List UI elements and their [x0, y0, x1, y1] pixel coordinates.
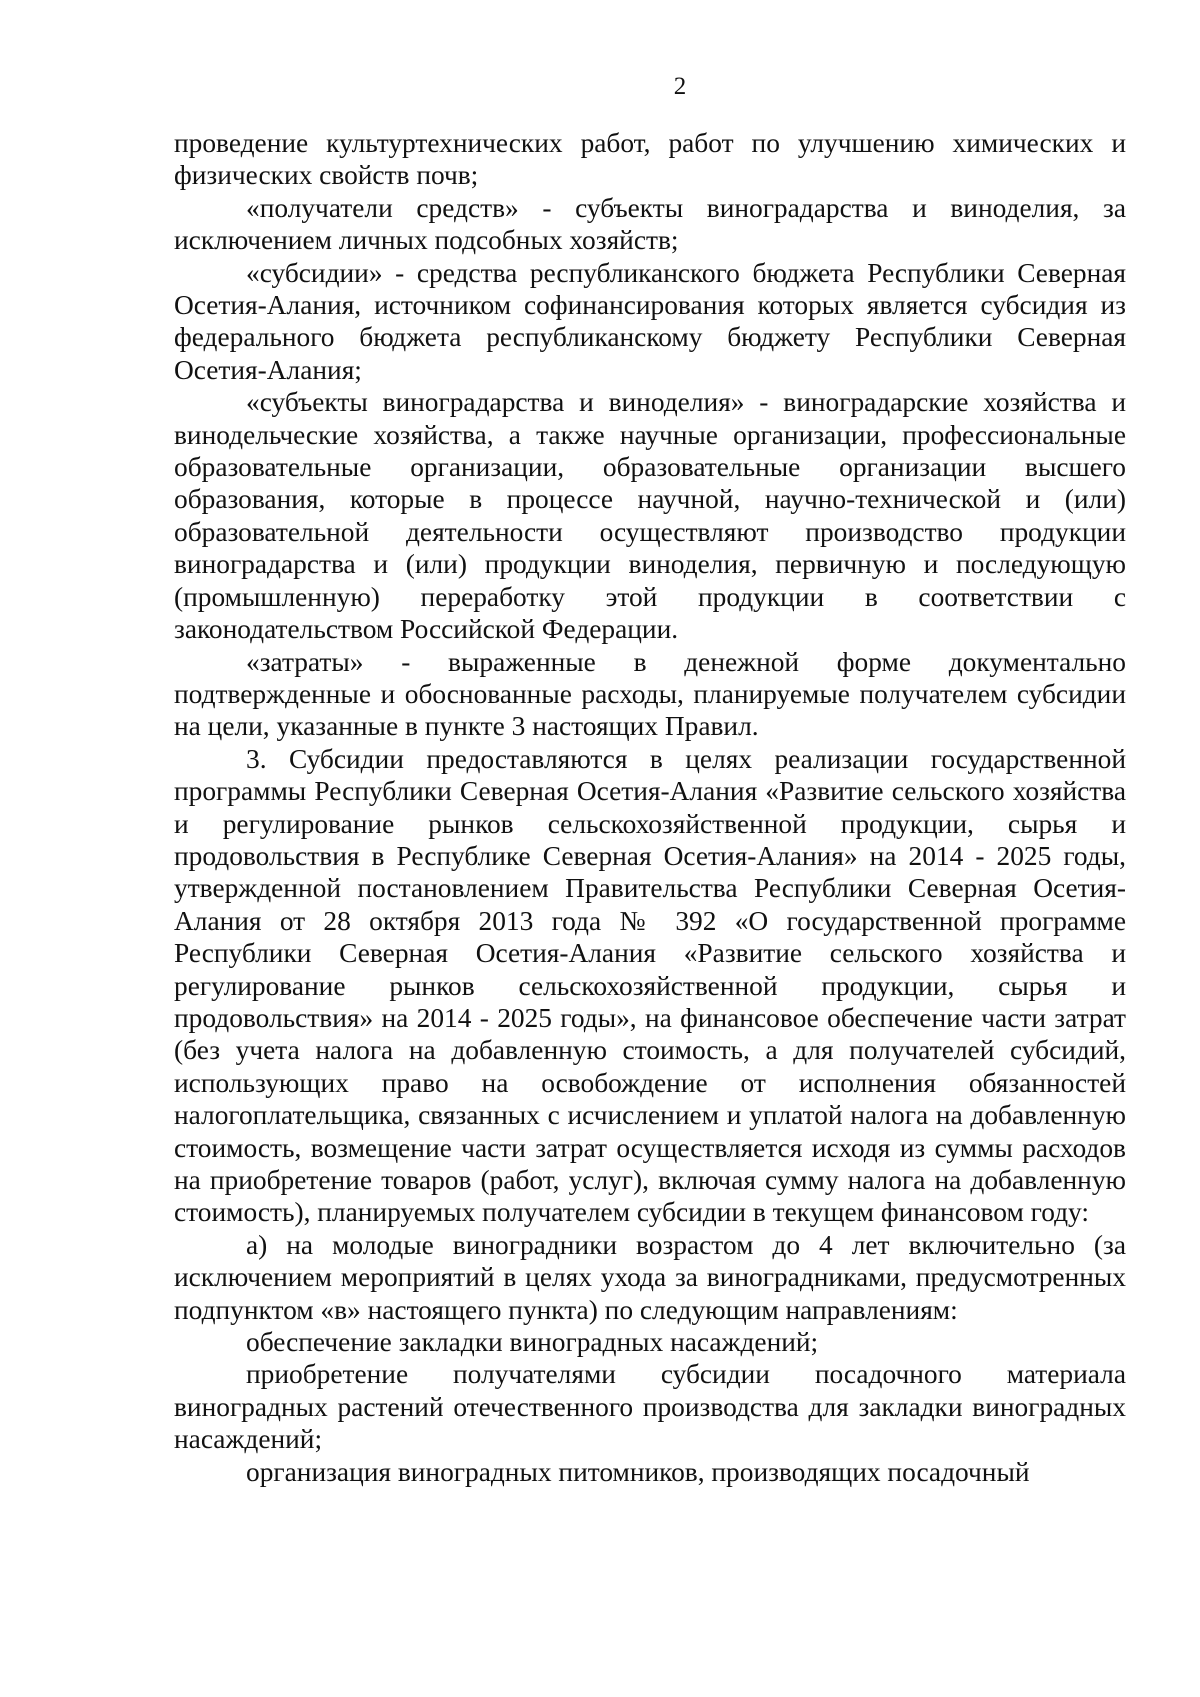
paragraph-1: проведение культуртехнических работ, работ по улучшению химических и физических свойств почв;: [174, 128, 1126, 191]
page-number: 2: [673, 73, 687, 100]
paragraph-10: организация виноградных питомников, производящих посадочный: [246, 1456, 1030, 1487]
paragraph-6: 3. Субсидии предоставляются в целях реализации государственной программы Республики Северная Осетия-Алания «Развитие сельского хозяйства и регулирование рынков сельскохозяйственной продукции, сырья и продовольствия в Республике Северная Осетия-Алания» на 2014 - 2025 годы, утвержденной постановлением Правительства Республики Северная Осетия-Алания от 28 октября 2013 года № 392 «О государственной программе Республики Северная Осетия-Алания «Развитие сельского хозяйства и регулирование рынков сельскохозяйственной продукции, сырья и продовольствия» на 2014 - 2025 годы», на финансовое обеспечение части затрат (без учета налога на добавленную стоимость, а для получателей субсидий, использующих право на освобождение от исполнения обязанностей налогоплательщика, связанных с исчислением и уплатой налога на добавленную стоимость, возмещение части затрат осуществляется исходя из суммы расходов на приобретение товаров (работ, услуг), включая сумму налога на добавленную стоимость), планируемых получателем субсидии в текущем финансовом году:: [174, 743, 1126, 1228]
document-body: [174, 127, 1126, 1488]
paragraph-3: «субсидии» - средства республиканского бюджета Республики Северная Осетия-Алания, источником софинансирования которых является субсидия из федерального бюджета республиканскому бюджету Республики Северная Осетия-Алания;: [174, 257, 1126, 385]
paragraph-2: «получатели средств» - субъекты виноградарства и виноделия, за исключением личных подсобных хозяйств;: [174, 192, 1126, 256]
paragraph-5: «затраты» - выраженные в денежной форме документально подтвержденные и обоснованные расходы, планируемые получателем субсидии на цели, указанные в пункте 3 настоящих Правил.: [174, 646, 1126, 742]
paragraph-7: а) на молодые виноградники возрастом до 4 лет включительно (за исключением мероприятий в целях ухода за виноградниками, предусмотренных подпунктом «в» настоящего пункта) по следующим направлениям:: [174, 1229, 1126, 1325]
paragraph-4: «субъекты виноградарства и виноделия» - виноградарские хозяйства и винодельческие хозяйства, а также научные организации, профессиональные образовательные организации, образовательные организации высшего образования, которые в процессе научной, научно-технической и (или) образовательной деятельности осуществляют производство продукции виноградарства и (или) продукции виноделия, первичную и последующую (промышленную) переработку этой продукции в соответствии с законодательством Российской Федерации.: [174, 387, 1126, 645]
paragraph-8: обеспечение закладки виноградных насаждений;: [246, 1327, 819, 1358]
paragraph-9: приобретение получателями субсидии посадочного материала виноградных растений отечественного производства для закладки виноградных насаждений;: [174, 1359, 1126, 1455]
